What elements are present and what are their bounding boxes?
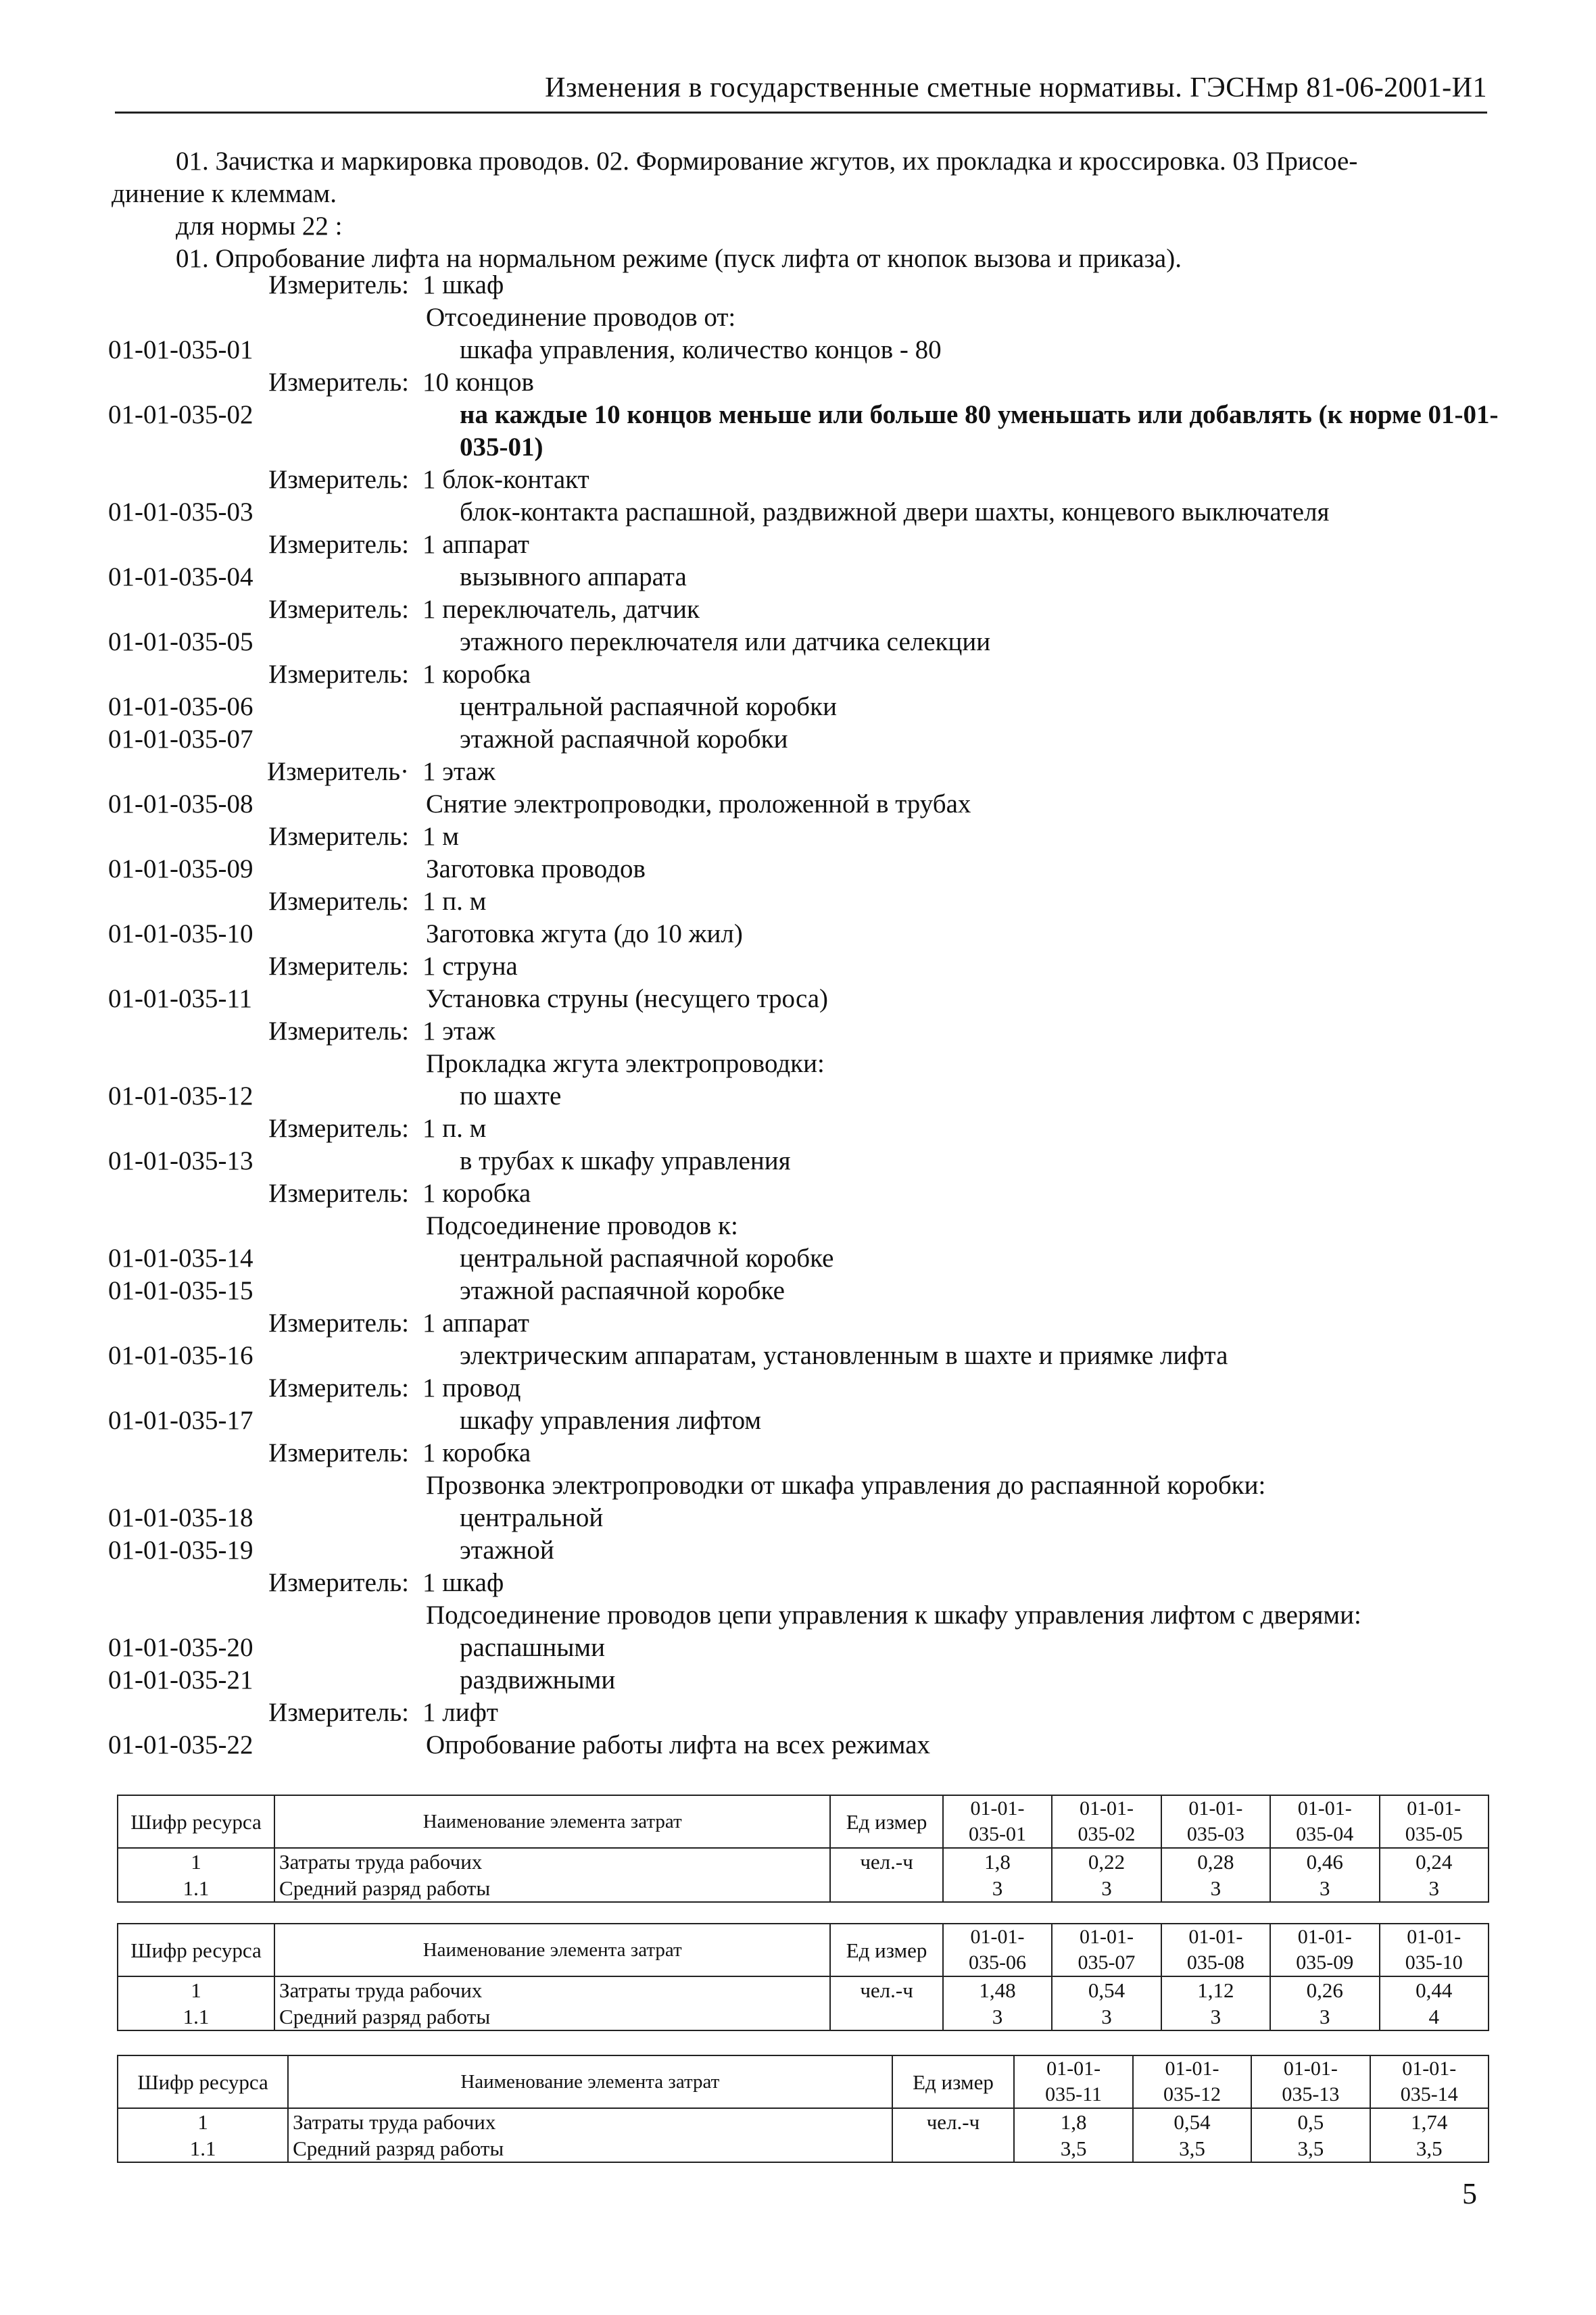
resource-code: 1.1 bbox=[118, 2003, 274, 2030]
resource-code: 1.1 bbox=[118, 2135, 288, 2162]
measure-label: Измеритель: bbox=[268, 465, 409, 494]
norm-description: раздвижными bbox=[460, 1665, 616, 1695]
col-header-code: Шифр ресурса bbox=[118, 2055, 288, 2108]
col-header-norm bbox=[1052, 1795, 1161, 1848]
norm-value: 4 bbox=[1380, 2003, 1489, 2030]
group-header-row bbox=[108, 1599, 1501, 1632]
group-header-row bbox=[108, 1210, 1501, 1242]
measure-label: Измеритель: bbox=[268, 660, 409, 689]
norm-value: 0,54 bbox=[1052, 1976, 1161, 2003]
measure-label: Измеритель: bbox=[268, 1373, 409, 1403]
norm-description: шкафа управления, количество концов - 80 bbox=[460, 335, 942, 364]
norm-code-part: 035-04 bbox=[1296, 1823, 1354, 1845]
norm-item-row bbox=[108, 1729, 1501, 1761]
norm-value: 0,26 bbox=[1270, 1976, 1379, 2003]
measure-row bbox=[108, 1372, 1501, 1405]
group-header: Прозвонка электропроводки от шкафа управления до распаянной коробки: bbox=[426, 1471, 1266, 1500]
resource-code: 1 bbox=[118, 1976, 274, 2003]
norm-description: Заготовка жгута (до 10 жил) bbox=[426, 919, 743, 948]
norm-item-row bbox=[108, 918, 1501, 950]
norm-description: центральной bbox=[460, 1503, 604, 1532]
norm-description: вызывного аппарата bbox=[460, 562, 687, 591]
norm-code: 01-01-035-09 bbox=[108, 854, 253, 883]
norm-code: 01-01-035-06 bbox=[108, 692, 253, 721]
measure-label: Измеритель: bbox=[268, 595, 409, 624]
norm-code-part: 035-06 bbox=[969, 1951, 1027, 1974]
measure-value: 1 п. м bbox=[422, 1114, 487, 1143]
norm-code: 01-01-035-16 bbox=[108, 1341, 253, 1370]
norm-description: в трубах к шкафу управления bbox=[460, 1146, 791, 1175]
norm-value: 0,54 bbox=[1133, 2108, 1251, 2135]
measure-value: 1 шкаф bbox=[422, 1568, 504, 1597]
norm-code-part: 035-05 bbox=[1405, 1823, 1463, 1845]
norm-code: 01-01-035-12 bbox=[108, 1081, 253, 1111]
norm-code: 01-01-035-07 bbox=[108, 725, 253, 754]
col-header-name: Наименование элемента затрат bbox=[274, 1795, 830, 1848]
measure-row bbox=[108, 1567, 1501, 1599]
measure-row bbox=[108, 1015, 1501, 1048]
unit-of-measure bbox=[892, 2135, 1015, 2162]
norm-item-row bbox=[108, 853, 1501, 885]
measure-value: 1 струна bbox=[422, 952, 518, 981]
norm-code-part: 035-11 bbox=[1045, 2083, 1103, 2105]
measure-row bbox=[108, 658, 1501, 691]
intro-line: динение к клеммам. bbox=[112, 179, 337, 208]
measure-value: 1 шкаф bbox=[422, 270, 504, 299]
norm-value: 3,5 bbox=[1370, 2135, 1489, 2162]
norm-code: 01-01-035-17 bbox=[108, 1406, 253, 1435]
norm-code: 01-01-035-04 bbox=[108, 562, 253, 591]
running-header: Изменения в государственные сметные нормативы. ГЭСНмр 81-06-2001-И1 bbox=[545, 72, 1487, 103]
norm-code: 01-01-035-08 bbox=[108, 789, 253, 819]
col-header-norm bbox=[1270, 1795, 1379, 1848]
norm-code-part: 035-07 bbox=[1078, 1951, 1136, 1974]
norm-item-row bbox=[108, 1275, 1501, 1307]
norm-value: 3 bbox=[1270, 1875, 1379, 1902]
col-header-name: Наименование элемента затрат bbox=[274, 1924, 830, 1976]
cost-element-name: Средний разряд работы bbox=[288, 2135, 892, 2162]
norm-value: 3 bbox=[1052, 2003, 1161, 2030]
col-header-norm bbox=[1052, 1924, 1161, 1976]
norm-code-part: 035-12 bbox=[1163, 2083, 1221, 2105]
col-header-norm bbox=[1380, 1795, 1489, 1848]
unit-of-measure bbox=[830, 1875, 942, 1902]
norm-value: 1,8 bbox=[943, 1848, 1052, 1875]
col-header-norm bbox=[943, 1795, 1052, 1848]
norm-description: этажного переключателя или датчика селекции bbox=[460, 627, 991, 656]
measure-row bbox=[108, 1437, 1501, 1469]
norm-code: 01-01-035-13 bbox=[108, 1146, 253, 1175]
measure-label: Измеритель: bbox=[268, 952, 409, 981]
measure-row bbox=[108, 1307, 1501, 1340]
measure-value: 1 этаж bbox=[422, 1017, 495, 1046]
norm-code: 01-01-035-18 bbox=[108, 1503, 253, 1532]
norm-value: 3,5 bbox=[1014, 2135, 1132, 2162]
col-header-norm bbox=[1370, 2055, 1489, 2108]
norm-value: 3 bbox=[943, 1875, 1052, 1902]
norm-code: 01-01-035-15 bbox=[108, 1276, 253, 1305]
norm-description: Опробование работы лифта на всех режимах bbox=[426, 1730, 931, 1759]
measure-value: 1 этаж bbox=[422, 757, 495, 786]
norm-code-part: 01-01- bbox=[1188, 1797, 1243, 1820]
norm-item-row bbox=[108, 788, 1501, 821]
norm-item-row bbox=[108, 691, 1501, 723]
measure-label: Измеритель: bbox=[268, 530, 409, 559]
measure-label: Измеритель: bbox=[268, 1309, 409, 1338]
norm-table-3 bbox=[117, 2055, 1489, 2163]
group-header: Прокладка жгута электропроводки: bbox=[426, 1049, 825, 1078]
col-header-norm bbox=[1133, 2055, 1251, 2108]
measure-row bbox=[108, 950, 1501, 983]
norm-value: 3 bbox=[943, 2003, 1052, 2030]
norm-value: 3,5 bbox=[1133, 2135, 1251, 2162]
page-number: 5 bbox=[1462, 2177, 1477, 2210]
norm-item-row bbox=[108, 1664, 1501, 1697]
norm-description: Установка струны (несущего троса) bbox=[426, 984, 829, 1013]
measure-value: 1 блок-контакт bbox=[422, 465, 589, 494]
norm-entries-list bbox=[108, 269, 1501, 1761]
norm-value: 1,74 bbox=[1370, 2108, 1489, 2135]
col-header-code: Шифр ресурса bbox=[118, 1795, 274, 1848]
norm-code: 01-01-035-20 bbox=[108, 1633, 253, 1662]
measure-value: 1 аппарат bbox=[422, 1309, 529, 1338]
norm-value: 0,28 bbox=[1161, 1848, 1270, 1875]
norm-code: 01-01-035-02 bbox=[108, 400, 253, 429]
norm-code-part: 01-01- bbox=[1297, 1797, 1352, 1820]
norm-value: 0,5 bbox=[1251, 2108, 1370, 2135]
measure-value: 1 коробка bbox=[422, 660, 531, 689]
col-header-code: Шифр ресурса bbox=[118, 1924, 274, 1976]
norm-description: Заготовка проводов bbox=[426, 854, 646, 883]
norm-description: на каждые 10 концов меньше или больше 80 уменьшать или добавлять (к норме 01-01-035-01) bbox=[460, 400, 1499, 462]
measure-row bbox=[108, 529, 1501, 561]
header-rule bbox=[115, 112, 1487, 114]
measure-label: Измеритель: bbox=[268, 887, 409, 916]
norm-code-part: 01-01- bbox=[970, 1797, 1025, 1820]
norm-item-row bbox=[108, 1340, 1501, 1372]
norm-code-part: 035-09 bbox=[1296, 1951, 1354, 1974]
norm-code-part: 035-08 bbox=[1186, 1951, 1244, 1974]
col-header-unit: Ед измер bbox=[830, 1924, 942, 1976]
measure-label: Измеритель· bbox=[267, 757, 409, 786]
norm-item-row bbox=[108, 626, 1501, 658]
table-row bbox=[118, 2135, 1489, 2162]
group-header-row bbox=[108, 1469, 1501, 1502]
norm-code-part: 01-01- bbox=[1407, 1797, 1461, 1820]
measure-label: Измеритель: bbox=[268, 1114, 409, 1143]
measure-row bbox=[108, 464, 1501, 496]
measure-row bbox=[108, 885, 1501, 918]
norm-value: 0,46 bbox=[1270, 1848, 1379, 1875]
norm-description: по шахте bbox=[460, 1081, 562, 1111]
measure-row bbox=[108, 1697, 1501, 1729]
measure-value: 10 концов bbox=[422, 368, 534, 397]
norm-code: 01-01-035-11 bbox=[108, 984, 253, 1013]
norm-item-row bbox=[108, 983, 1501, 1015]
norm-code: 01-01-035-14 bbox=[108, 1244, 253, 1273]
norm-code: 01-01-035-19 bbox=[108, 1536, 253, 1565]
norm-table-2 bbox=[117, 1923, 1489, 2031]
measure-value: 1 коробка bbox=[422, 1438, 531, 1467]
norm-code: 01-01-035-03 bbox=[108, 497, 253, 527]
norm-code-part: 035-10 bbox=[1405, 1951, 1463, 1974]
norm-item-row bbox=[108, 1632, 1501, 1664]
intro-line: для нормы 22 : bbox=[176, 212, 343, 241]
table-row bbox=[118, 2108, 1489, 2135]
measure-row bbox=[108, 756, 1501, 788]
norm-code-part: 01-01- bbox=[1079, 1797, 1134, 1820]
norm-item-row bbox=[108, 334, 1501, 366]
col-header-norm bbox=[1014, 2055, 1132, 2108]
norm-item-row bbox=[108, 1242, 1501, 1275]
measure-label: Измеритель: bbox=[268, 1017, 409, 1046]
norm-value: 3 bbox=[1161, 1875, 1270, 1902]
measure-row bbox=[108, 366, 1501, 399]
unit-of-measure: чел.-ч bbox=[892, 2108, 1015, 2135]
measure-value: 1 м bbox=[422, 822, 459, 851]
norm-code-part: 01-01- bbox=[1283, 2057, 1338, 2080]
cost-element-name: Затраты труда рабочих bbox=[288, 2108, 892, 2135]
norm-item-row bbox=[108, 496, 1501, 529]
col-header-name: Наименование элемента затрат bbox=[288, 2055, 892, 2108]
norm-description: центральной распаячной коробки bbox=[460, 692, 837, 721]
measure-value: 1 провод bbox=[422, 1373, 521, 1403]
norm-code-part: 01-01- bbox=[1079, 1926, 1134, 1948]
measure-label: Измеритель: bbox=[268, 1179, 409, 1208]
table-row bbox=[118, 1875, 1489, 1902]
norm-code-part: 01-01- bbox=[1407, 1926, 1461, 1948]
norm-value: 1,12 bbox=[1161, 1976, 1270, 2003]
table-row bbox=[118, 1976, 1489, 2003]
intro-text bbox=[112, 145, 1487, 275]
unit-of-measure bbox=[830, 2003, 942, 2030]
norm-code-part: 035-02 bbox=[1078, 1823, 1136, 1845]
measure-label: Измеритель: bbox=[268, 822, 409, 851]
norm-item-row bbox=[108, 1145, 1501, 1177]
measure-value: 1 лифт bbox=[422, 1698, 498, 1727]
norm-item-row bbox=[108, 1534, 1501, 1567]
measure-row bbox=[108, 1113, 1501, 1145]
intro-line: 01. Опробование лифта на нормальном режиме (пуск лифта от кнопок вызова и приказа). bbox=[176, 244, 1182, 273]
norm-description: этажной bbox=[460, 1536, 554, 1565]
measure-row bbox=[108, 1177, 1501, 1210]
measure-value: 1 п. м bbox=[422, 887, 487, 916]
norm-value: 1,48 bbox=[943, 1976, 1052, 2003]
measure-value: 1 переключатель, датчик bbox=[422, 595, 700, 624]
norm-code-part: 01-01- bbox=[970, 1926, 1025, 1948]
norm-value: 0,24 bbox=[1380, 1848, 1489, 1875]
norm-item-row bbox=[108, 1080, 1501, 1113]
resource-code: 1 bbox=[118, 2108, 288, 2135]
col-header-norm bbox=[1251, 2055, 1370, 2108]
norm-code-part: 035-01 bbox=[969, 1823, 1027, 1845]
measure-label: Измеритель: bbox=[268, 1698, 409, 1727]
group-header: Подсоединение проводов к: bbox=[426, 1211, 738, 1240]
intro-line: 01. Зачистка и маркировка проводов. 02. Формирование жгутов, их прокладка и кроссировка. 03 Присое- bbox=[176, 147, 1358, 176]
norm-code: 01-01-035-22 bbox=[108, 1730, 253, 1759]
norm-value: 3 bbox=[1270, 2003, 1379, 2030]
norm-value: 1,8 bbox=[1014, 2108, 1132, 2135]
norm-value: 0,44 bbox=[1380, 1976, 1489, 2003]
norm-code: 01-01-035-10 bbox=[108, 919, 253, 948]
norm-item-row bbox=[108, 1502, 1501, 1534]
norm-description: этажной распаячной коробке bbox=[460, 1276, 785, 1305]
norm-description: блок-контакта распашной, раздвижной двери шахты, концевого выключателя bbox=[460, 497, 1330, 527]
cost-element-name: Средний разряд работы bbox=[274, 2003, 830, 2030]
group-header-row bbox=[108, 301, 1501, 334]
norm-code: 01-01-035-01 bbox=[108, 335, 253, 364]
group-header: Отсоединение проводов от: bbox=[426, 303, 736, 332]
measure-row bbox=[108, 269, 1501, 301]
norm-item-row bbox=[108, 1405, 1501, 1437]
unit-of-measure: чел.-ч bbox=[830, 1848, 942, 1875]
norm-value: 3 bbox=[1052, 1875, 1161, 1902]
norm-description: шкафу управления лифтом bbox=[460, 1406, 762, 1435]
col-header-norm bbox=[1161, 1924, 1270, 1976]
group-header-row bbox=[108, 1048, 1501, 1080]
norm-code-part: 035-14 bbox=[1400, 2083, 1458, 2105]
measure-row bbox=[108, 593, 1501, 626]
norm-code: 01-01-035-05 bbox=[108, 627, 253, 656]
norm-code-part: 01-01- bbox=[1165, 2057, 1219, 2080]
col-header-norm bbox=[1270, 1924, 1379, 1976]
norm-code-part: 01-01- bbox=[1297, 1926, 1352, 1948]
col-header-unit: Ед измер bbox=[830, 1795, 942, 1848]
resource-code: 1 bbox=[118, 1848, 274, 1875]
norm-value: 0,22 bbox=[1052, 1848, 1161, 1875]
norm-item-row bbox=[108, 723, 1501, 756]
measure-label: Измеритель: bbox=[268, 1438, 409, 1467]
norm-code-part: 01-01- bbox=[1188, 1926, 1243, 1948]
norm-table-1 bbox=[117, 1795, 1489, 1903]
norm-description: электрическим аппаратам, установленным в шахте и приямке лифта bbox=[460, 1341, 1228, 1370]
norm-description: Снятие электропроводки, проложенной в трубах bbox=[426, 789, 971, 819]
measure-label: Измеритель: bbox=[268, 368, 409, 397]
norm-value: 3,5 bbox=[1251, 2135, 1370, 2162]
col-header-norm bbox=[1161, 1795, 1270, 1848]
measure-row bbox=[108, 821, 1501, 853]
measure-value: 1 коробка bbox=[422, 1179, 531, 1208]
norm-value: 3 bbox=[1161, 2003, 1270, 2030]
col-header-norm bbox=[943, 1924, 1052, 1976]
col-header-unit: Ед измер bbox=[892, 2055, 1015, 2108]
measure-value: 1 аппарат bbox=[422, 530, 529, 559]
measure-label: Измеритель: bbox=[268, 270, 409, 299]
cost-element-name: Затраты труда рабочих bbox=[274, 1976, 830, 2003]
measure-label: Измеритель: bbox=[268, 1568, 409, 1597]
col-header-norm bbox=[1380, 1924, 1489, 1976]
norm-code: 01-01-035-21 bbox=[108, 1665, 253, 1695]
group-header: Подсоединение проводов цепи управления к шкафу управления лифтом с дверями: bbox=[426, 1601, 1361, 1630]
unit-of-measure: чел.-ч bbox=[830, 1976, 942, 2003]
norm-code-part: 01-01- bbox=[1402, 2057, 1457, 2080]
norm-item-row bbox=[108, 399, 1501, 464]
norm-description: центральной распаячной коробке bbox=[460, 1244, 834, 1273]
norm-code-part: 035-03 bbox=[1186, 1823, 1244, 1845]
norm-code-part: 01-01- bbox=[1046, 2057, 1101, 2080]
norm-code-part: 035-13 bbox=[1282, 2083, 1340, 2105]
table-row bbox=[118, 1848, 1489, 1875]
norm-value: 3 bbox=[1380, 1875, 1489, 1902]
norm-item-row bbox=[108, 561, 1501, 593]
norm-description: распашными bbox=[460, 1633, 605, 1662]
table-row bbox=[118, 2003, 1489, 2030]
cost-element-name: Средний разряд работы bbox=[274, 1875, 830, 1902]
resource-code: 1.1 bbox=[118, 1875, 274, 1902]
norm-description: этажной распаячной коробки bbox=[460, 725, 788, 754]
cost-element-name: Затраты труда рабочих bbox=[274, 1848, 830, 1875]
